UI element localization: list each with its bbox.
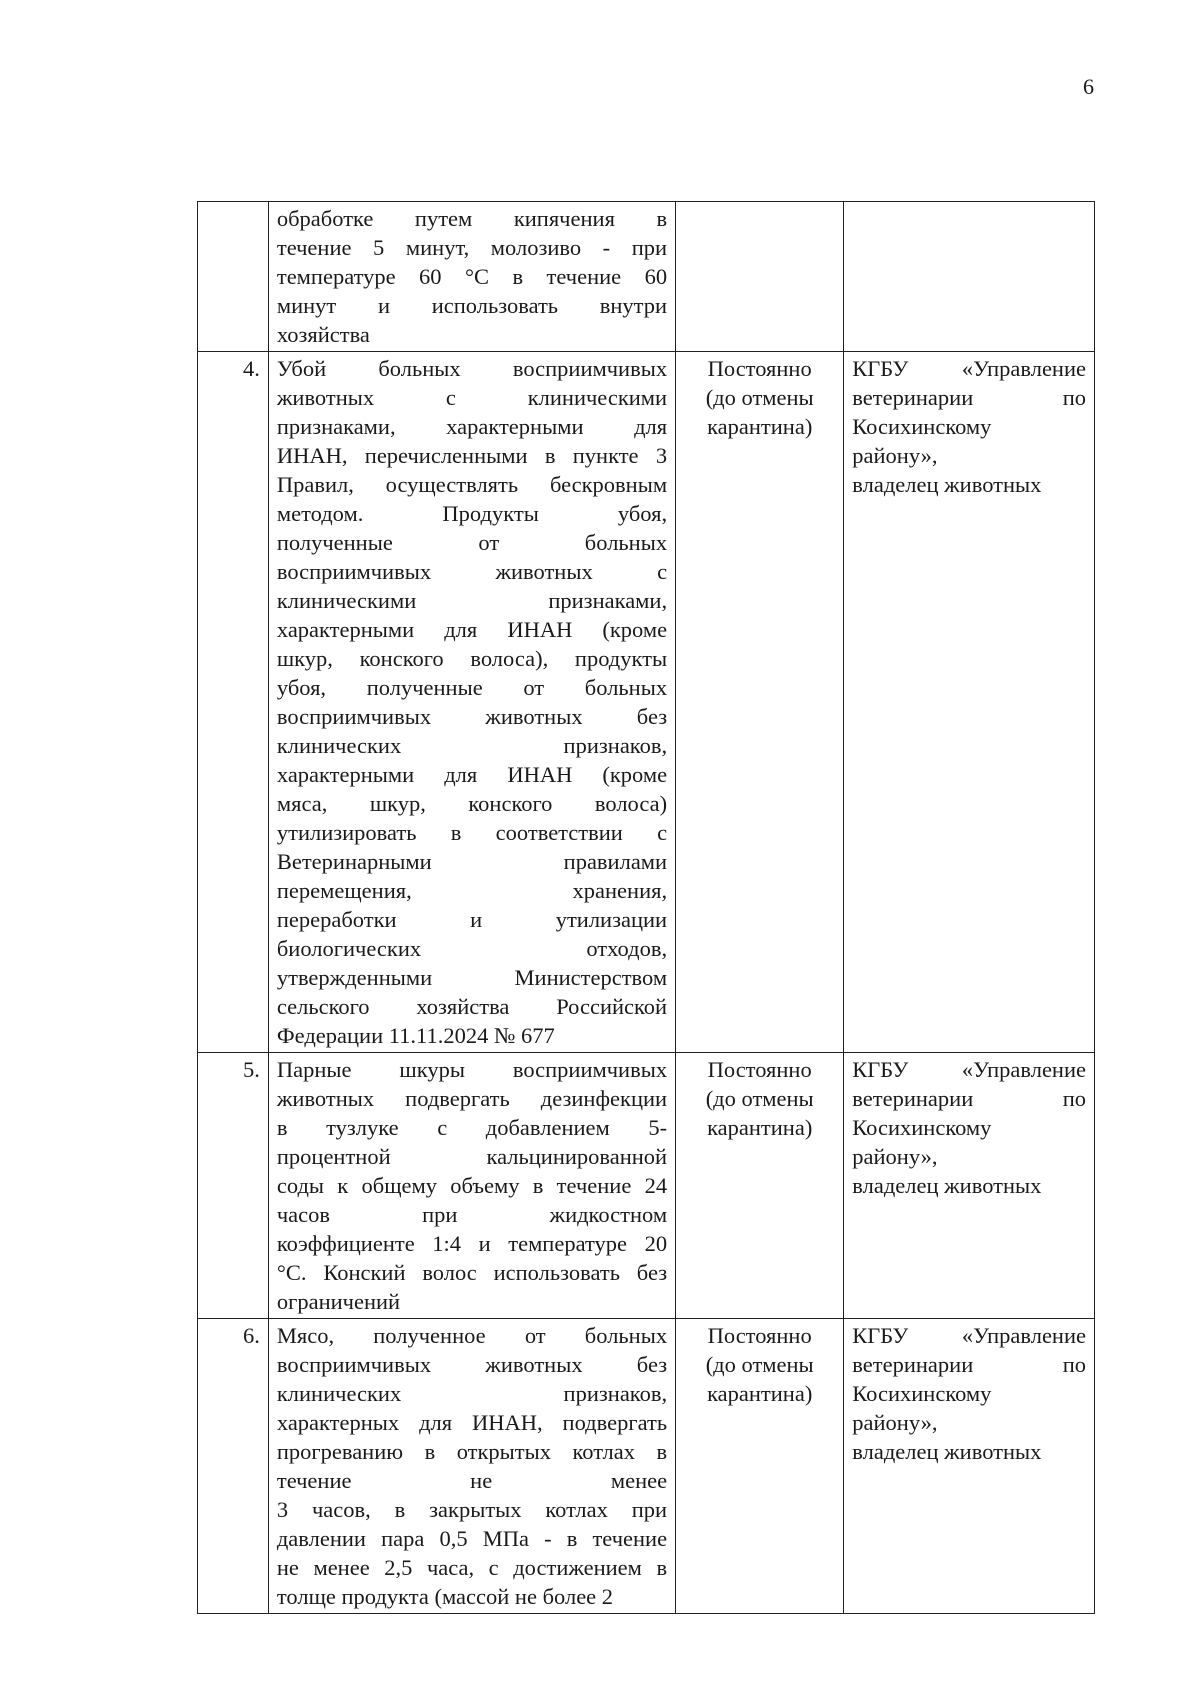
deadline-line: Постоянно <box>707 1323 812 1348</box>
deadline-line: Постоянно <box>707 1057 812 1082</box>
text-line: прогреванию в открытых котлах в <box>276 1439 668 1464</box>
text-line: не менее 2,5 часа, с достижением в <box>276 1555 668 1580</box>
table-row <box>198 1319 1095 1614</box>
text-line: мяса, шкур, конского волоса) <box>276 791 668 816</box>
deadline-line: (до отмены <box>705 1352 814 1377</box>
measure-text <box>268 1319 675 1614</box>
responsible-line: ветеринарии по <box>852 1086 1086 1111</box>
deadline-cell <box>676 1319 844 1614</box>
text-line: сельского хозяйства Российской <box>276 994 668 1019</box>
text-line: утвержденными Министерством <box>276 965 668 990</box>
responsible-cell <box>844 352 1095 1053</box>
table-row <box>198 1053 1095 1319</box>
text-line: биологических отходов, <box>276 936 668 961</box>
text-line: полученные от больных <box>276 530 668 555</box>
text-line: толще продукта (массой не более 2 <box>276 1584 614 1609</box>
responsible-line: Косихинскому <box>852 1381 992 1406</box>
responsible-cell <box>844 1319 1095 1614</box>
text-line: признаками, характерными для <box>276 414 668 439</box>
responsible-line: КГБУ «Управление <box>852 1323 1086 1348</box>
responsible-line: Косихинскому <box>852 1115 992 1140</box>
text-line: Ветеринарными правилами <box>276 849 668 874</box>
responsible-line: КГБУ «Управление <box>852 1057 1086 1082</box>
deadline-line: (до отмены <box>705 1086 814 1111</box>
measure-text <box>268 202 675 352</box>
text-line: течение не менее <box>276 1468 668 1493</box>
text-line: хозяйства <box>276 322 370 347</box>
text-line: минут и использовать внутри <box>276 293 668 318</box>
text-line: убоя, полученные от больных <box>276 675 668 700</box>
text-line: характерными для ИНАН (кроме <box>276 617 668 642</box>
text-line: Парные шкуры восприимчивых <box>276 1057 668 1082</box>
deadline-cell <box>676 202 844 352</box>
text-line: процентной кальцинированной <box>276 1144 668 1169</box>
responsible-line: владелец животных <box>852 1439 1042 1464</box>
responsible-line: Косихинскому <box>852 414 992 439</box>
text-line: коэффициенте 1:4 и температуре 20 <box>276 1231 668 1256</box>
text-line: восприимчивых животных с <box>276 559 668 584</box>
responsible-cell <box>844 202 1095 352</box>
text-line: характерными для ИНАН (кроме <box>276 762 668 787</box>
text-line: методом. Продукты убоя, <box>276 501 668 526</box>
responsible-line: КГБУ «Управление <box>852 356 1086 381</box>
measure-text <box>268 352 675 1053</box>
deadline-line: (до отмены <box>705 385 814 410</box>
text-line: часов при жидкостном <box>276 1202 668 1227</box>
deadline-cell <box>676 352 844 1053</box>
responsible-line: владелец животных <box>852 472 1042 497</box>
responsible-cell <box>844 1053 1095 1319</box>
table-row <box>198 352 1095 1053</box>
text-line: соды к общему объему в течение 24 <box>276 1173 668 1198</box>
text-line: перемещения, хранения, <box>276 878 668 903</box>
text-line: животных подвергать дезинфекции <box>276 1086 668 1111</box>
text-line: ИНАН, перечисленными в пункте 3 <box>276 443 668 468</box>
text-line: шкур, конского волоса), продукты <box>276 646 668 671</box>
text-line: характерных для ИНАН, подвергать <box>276 1410 668 1435</box>
text-line: обработке путем кипячения в <box>276 206 668 231</box>
measure-text <box>268 1053 675 1319</box>
responsible-line: ветеринарии по <box>852 1352 1086 1377</box>
row-number: 4. <box>198 352 269 1053</box>
deadline-line: Постоянно <box>707 356 812 381</box>
text-line: температуре 60 °С в течение 60 <box>276 264 668 289</box>
deadline-line: карантина) <box>707 1115 813 1140</box>
text-line: утилизировать в соответствии с <box>276 820 668 845</box>
text-line: восприимчивых животных без <box>276 1352 668 1377</box>
deadline-cell <box>676 1053 844 1319</box>
responsible-line: району», <box>852 1410 938 1435</box>
responsible-line: владелец животных <box>852 1173 1042 1198</box>
text-line: Мясо, полученное от больных <box>276 1323 668 1348</box>
text-line: клинических признаков, <box>276 733 668 758</box>
text-line: Правил, осуществлять бескровным <box>276 472 668 497</box>
measures-table <box>197 201 1095 1614</box>
text-line: животных с клиническими <box>276 385 668 410</box>
deadline-line: карантина) <box>707 414 813 439</box>
text-line: Убой больных восприимчивых <box>276 356 668 381</box>
text-line: °С. Конский волос использовать без <box>276 1260 668 1285</box>
text-line: 3 часов, в закрытых котлах при <box>276 1497 668 1522</box>
text-line: в тузлуке с добавлением 5- <box>276 1115 668 1140</box>
text-line: клинических признаков, <box>276 1381 668 1406</box>
responsible-line: ветеринарии по <box>852 385 1086 410</box>
row-number: 5. <box>198 1053 269 1319</box>
text-line: ограничений <box>276 1289 401 1314</box>
text-line: клиническими признаками, <box>276 588 668 613</box>
text-line: восприимчивых животных без <box>276 704 668 729</box>
row-number <box>198 202 269 352</box>
text-line: течение 5 минут, молозиво - при <box>276 235 668 260</box>
table-row <box>198 202 1095 352</box>
responsible-line: району», <box>852 443 938 468</box>
text-line: переработки и утилизации <box>276 907 668 932</box>
page-number: 6 <box>1083 74 1094 99</box>
row-number: 6. <box>198 1319 269 1614</box>
deadline-line: карантина) <box>707 1381 813 1406</box>
text-line: давлении пара 0,5 МПа - в течение <box>276 1526 668 1551</box>
responsible-line: району», <box>852 1144 938 1169</box>
text-line: Федерации 11.11.2024 № 677 <box>276 1023 555 1048</box>
